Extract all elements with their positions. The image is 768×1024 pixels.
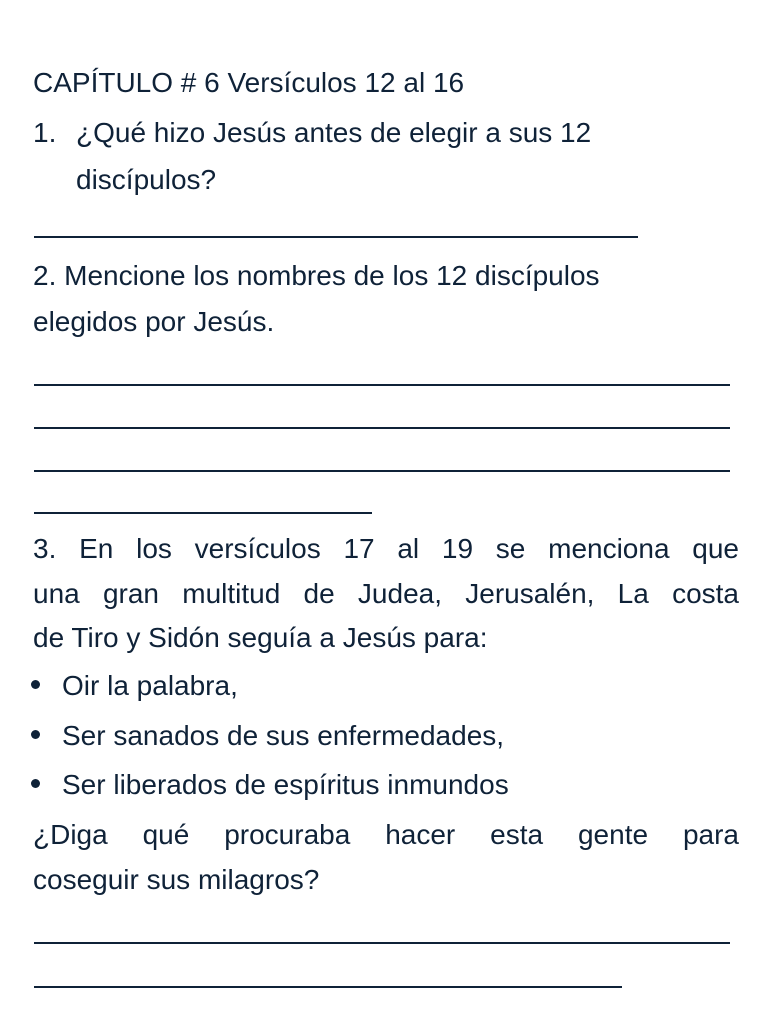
bullet-text: Ser liberados de espíritus inmundos <box>62 769 509 800</box>
question-3-followup-line-2: coseguir sus milagros? <box>33 864 320 895</box>
answer-line-3a[interactable] <box>34 942 730 944</box>
question-2-line-2: elegidos por Jesús. <box>33 306 275 337</box>
question-3-line-3: de Tiro y Sidón seguía a Jesús para: <box>33 622 488 653</box>
bullet-text: Oir la palabra, <box>62 670 238 701</box>
bullet-icon <box>31 779 40 788</box>
answer-line-2b[interactable] <box>34 427 730 429</box>
answer-line-2c[interactable] <box>34 470 730 472</box>
bullet-text: Ser sanados de sus enfermedades, <box>62 720 505 751</box>
question-2-line-1: 2. Mencione los nombres de los 12 discípulos <box>33 260 600 291</box>
answer-line-1[interactable] <box>34 236 638 238</box>
question-1-line-1: ¿Qué hizo Jesús antes de elegir a sus 12 <box>76 117 592 148</box>
question-3-line-1: 3. En los versículos 17 al 19 se menciona que <box>33 533 739 564</box>
answer-line-3b[interactable] <box>34 986 622 988</box>
question-1-line-2: discípulos? <box>76 164 217 195</box>
bullet-icon <box>31 730 40 739</box>
answer-line-2a[interactable] <box>34 384 730 386</box>
bullet-icon <box>31 680 40 689</box>
answer-line-2d[interactable] <box>34 512 372 514</box>
question-1-number: 1. <box>33 117 57 148</box>
question-3-followup-line-1: ¿Diga qué procuraba hacer esta gente para <box>33 819 739 850</box>
page-title: CAPÍTULO # 6 Versículos 12 al 16 <box>33 67 465 98</box>
question-3-line-2: una gran multitud de Judea, Jerusalén, La costa <box>33 578 739 609</box>
